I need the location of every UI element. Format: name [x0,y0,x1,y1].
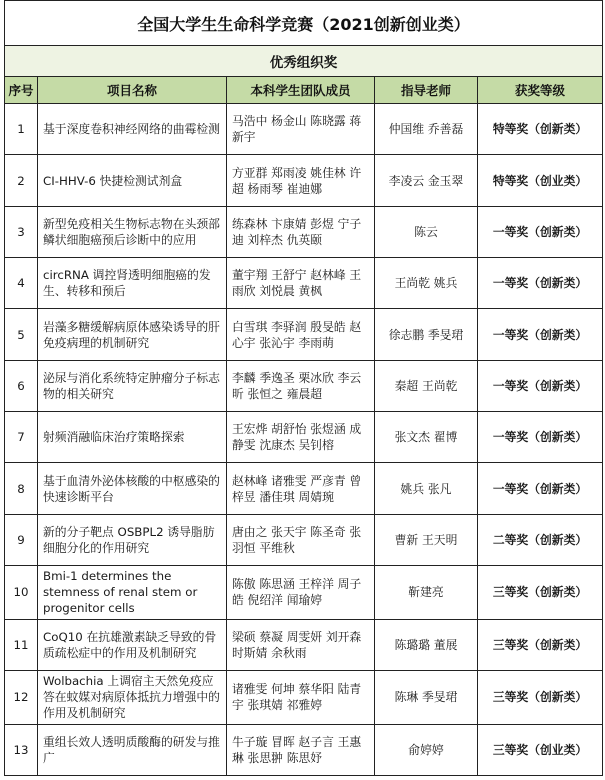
row-index: 6 [5,360,38,411]
advisors-cell: 陈琳 季旻珺 [375,670,478,724]
award-level-cell: 一等奖（创新类） [478,412,603,463]
project-name-cell: circRNA 调控肾透明细胞癌的发生、转移和预后 [38,258,227,309]
team-members-cell: 诸雅雯 何坤 蔡华阳 陆青宇 张琪婧 祁雅婷 [227,670,375,724]
project-name-cell: 岩藻多糖缓解病原体感染诱导的肝免疫病理的机制研究 [38,309,227,360]
advisors-cell: 秦超 王尚乾 [375,360,478,411]
project-name-cell: CI-HHV-6 快捷检测试剂盒 [38,155,227,206]
table-subtitle: 优秀组织奖 [5,46,603,77]
project-name-cell: CoQ10 在抗雄激素缺乏导致的骨质疏松症中的作用及机制研究 [38,619,227,670]
row-index: 1 [5,104,38,155]
project-name-cell: 基于血清外泌体核酸的中枢感染的快速诊断平台 [38,463,227,514]
row-index: 5 [5,309,38,360]
header-index: 序号 [5,77,38,104]
advisors-cell: 李凌云 金玉翠 [375,155,478,206]
awards-table [4,0,603,776]
row-index: 4 [5,258,38,309]
advisors-cell: 张文杰 翟博 [375,412,478,463]
header-advisors: 指导老师 [375,77,478,104]
team-members-cell: 白雪琪 李驿润 殷旻皓 赵心宇 张沁宇 李雨萌 [227,309,375,360]
row-index: 13 [5,724,38,776]
row-index: 8 [5,463,38,514]
row-index: 3 [5,206,38,257]
header-team-members: 本科学生团队成员 [227,77,375,104]
team-members-cell: 方亚群 郑雨凌 姚佳林 许超 杨雨琴 崔迪娜 [227,155,375,206]
table-row [5,360,603,411]
header-project-name: 项目名称 [38,77,227,104]
table-body [5,104,603,776]
project-name-cell: Bmi-1 determines the stemness of renal stem or progenitor cells [38,566,227,620]
table-row [5,619,603,670]
table-row [5,670,603,724]
table-row [5,724,603,776]
award-level-cell: 三等奖（创业类） [478,724,603,776]
row-index: 9 [5,514,38,565]
award-level-cell: 二等奖（创新类） [478,514,603,565]
team-members-cell: 赵林峰 诸雅雯 严彦青 曾梓昱 潘佳琪 周婧琬 [227,463,375,514]
advisors-cell: 靳建亮 [375,566,478,620]
table-row [5,412,603,463]
team-members-cell: 唐由之 张天宇 陈圣奇 张羽恒 平维秋 [227,514,375,565]
table-row [5,309,603,360]
team-members-cell: 董宇翔 王舒宁 赵林峰 王雨欣 刘悦晨 黄枫 [227,258,375,309]
project-name-cell: 新型免疫相关生物标志物在头颈部鳞状细胞癌预后诊断中的应用 [38,206,227,257]
team-members-cell: 牛子璇 冒晖 赵子言 王惠琳 张思翀 陈思妤 [227,724,375,776]
advisors-cell: 仲国维 乔善磊 [375,104,478,155]
award-level-cell: 三等奖（创新类） [478,619,603,670]
header-row [5,77,603,104]
advisors-cell: 姚兵 张凡 [375,463,478,514]
award-level-cell: 特等奖（创新类） [478,104,603,155]
project-name-cell: 重组长效人透明质酸酶的研发与推广 [38,724,227,776]
team-members-cell: 练森林 卞康婧 彭煜 宁子迪 刘梓杰 仇英颐 [227,206,375,257]
table-row [5,206,603,257]
table-row [5,258,603,309]
award-level-cell: 一等奖（创新类） [478,463,603,514]
award-level-cell: 三等奖（创新类） [478,566,603,620]
table-row [5,566,603,620]
award-level-cell: 三等奖（创新类） [478,670,603,724]
row-index: 12 [5,670,38,724]
advisors-cell: 曹新 王天明 [375,514,478,565]
advisors-cell: 俞婷婷 [375,724,478,776]
project-name-cell: 泌尿与消化系统特定肿瘤分子标志物的相关研究 [38,360,227,411]
award-level-cell: 一等奖（创新类） [478,206,603,257]
project-name-cell: 基于深度卷积神经网络的曲霉检测 [38,104,227,155]
advisors-cell: 王尚乾 姚兵 [375,258,478,309]
row-index: 2 [5,155,38,206]
table-row [5,463,603,514]
advisors-cell: 陈云 [375,206,478,257]
award-level-cell: 一等奖（创新类） [478,309,603,360]
team-members-cell: 李麟 季逸圣 栗冰欣 李云昕 张恒之 雍晨超 [227,360,375,411]
header-award-level: 获奖等级 [478,77,603,104]
table-row [5,155,603,206]
table-row [5,514,603,565]
team-members-cell: 陈傲 陈思涵 王梓洋 周子皓 倪绍洋 闻瑜婷 [227,566,375,620]
advisors-cell: 陈璐璐 董展 [375,619,478,670]
team-members-cell: 王宏烨 胡舒怡 张煜涵 成静雯 沈康杰 吴钊榕 [227,412,375,463]
table-title: 全国大学生生命科学竞赛（2021创新创业类） [5,1,603,46]
award-level-cell: 特等奖（创业类） [478,155,603,206]
row-index: 7 [5,412,38,463]
team-members-cell: 梁硕 蔡凝 周雯妍 刘开森 时斯婧 余秋雨 [227,619,375,670]
row-index: 11 [5,619,38,670]
project-name-cell: 射频消融临床治疗策略探索 [38,412,227,463]
award-level-cell: 一等奖（创新类） [478,360,603,411]
award-level-cell: 一等奖（创新类） [478,258,603,309]
table-row [5,104,603,155]
row-index: 10 [5,566,38,620]
advisors-cell: 徐志鹏 季旻珺 [375,309,478,360]
project-name-cell: Wolbachia 上调宿主天然免疫应答在蚊媒对病原体抵抗力增强中的作用及机制研究 [38,670,227,724]
team-members-cell: 马浩中 杨金山 陈晓露 蒋新宇 [227,104,375,155]
project-name-cell: 新的分子靶点 OSBPL2 诱导脂肪细胞分化的作用研究 [38,514,227,565]
